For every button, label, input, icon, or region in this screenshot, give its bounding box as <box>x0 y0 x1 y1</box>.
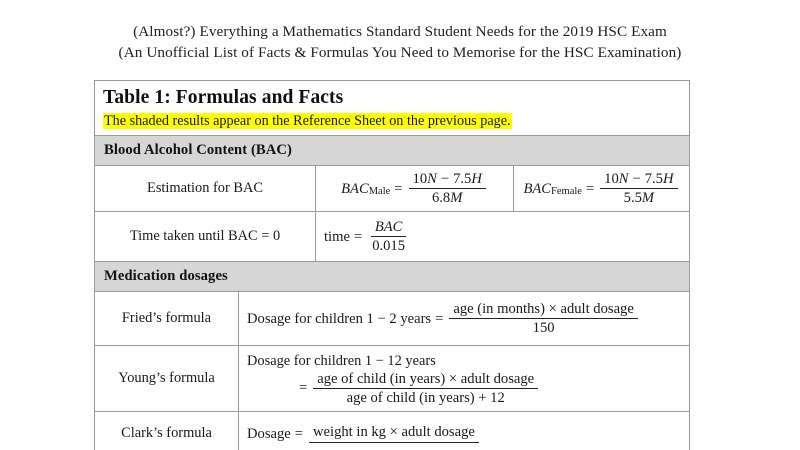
youngs-denominator: age of child (in years) + 12 <box>346 389 505 406</box>
math-bac-female <box>523 171 679 207</box>
row-label-youngs-formula: Young’s formula <box>95 346 239 411</box>
table-subtitle-wrap <box>103 112 681 130</box>
row-label-frieds-formula: Fried’s formula <box>95 292 239 345</box>
table-title-block <box>95 81 689 135</box>
math-clarks <box>247 424 481 443</box>
table-row-estimation-bac <box>95 166 689 212</box>
heading-line-2: (An Unofficial List of Facts & Formulas You Need to Memorise for the HSC Examination) <box>118 43 682 61</box>
frieds-numerator: age (in months) × adult dosage <box>449 301 637 319</box>
row-label-estimation-bac: Estimation for BAC <box>95 166 316 211</box>
document-heading <box>0 22 800 64</box>
bac-male-denominator <box>428 189 466 206</box>
section-header-medication-row <box>95 262 689 292</box>
bac-female-num-b: 7.5 <box>644 171 663 188</box>
row-label-clarks-formula: Clark’s formula <box>95 412 239 450</box>
section-header-medication: Medication dosages <box>95 262 689 291</box>
clarks-equals: = <box>294 425 304 442</box>
bac-male-numerator <box>409 171 486 189</box>
table-row-time-until-bac-zero <box>95 212 689 262</box>
section-header-bac-row <box>95 136 689 166</box>
bac-male-num-var-b: H <box>471 171 482 188</box>
bac-male-den-num: 6.8 <box>431 190 451 207</box>
math-frieds <box>247 301 640 337</box>
formula-frieds <box>239 292 689 345</box>
frieds-fraction <box>449 301 637 337</box>
frieds-denominator: 150 <box>532 320 555 337</box>
clarks-fraction <box>309 424 479 443</box>
bac-female-denominator <box>620 189 658 206</box>
table-row-youngs-formula <box>95 346 689 412</box>
formula-clarks <box>239 412 689 450</box>
clarks-lhs: Dosage <box>247 425 291 442</box>
row-label-time-bac: Time taken until BAC = 0 <box>95 212 316 261</box>
youngs-numerator: age of child (in years) × adult dosage <box>313 371 538 389</box>
bac-female-equals: = <box>585 180 595 197</box>
math-bac-male <box>341 171 488 207</box>
table-row-clarks-formula <box>95 412 689 450</box>
bac-female-numerator <box>600 171 677 189</box>
formulas-table <box>94 80 690 450</box>
time-lhs: time <box>324 228 350 245</box>
table-subtitle: The shaded results appear on the Reference Sheet on the previous page. <box>104 113 511 130</box>
time-denominator: 0.015 <box>372 238 406 255</box>
bac-male-num-var-a: N <box>427 171 437 188</box>
table-title-row <box>95 81 689 136</box>
table-title: Table 1: Formulas and Facts <box>103 87 344 108</box>
bac-male-subscript: Male <box>368 185 391 197</box>
bac-male-num-a: 10 <box>412 171 428 188</box>
time-fraction <box>368 219 409 255</box>
time-equals: = <box>353 228 363 245</box>
bac-male-den-var: M <box>450 190 463 207</box>
formula-bac-female <box>514 166 689 211</box>
bac-female-fraction <box>600 171 677 207</box>
formula-youngs <box>239 346 689 411</box>
bac-female-subscript: Female <box>551 185 582 197</box>
clarks-denominator <box>390 443 398 444</box>
bac-female-num-var-b: H <box>662 171 674 188</box>
youngs-fraction <box>313 371 538 407</box>
bac-female-den-var: M <box>641 190 655 207</box>
math-time-bac <box>324 219 411 255</box>
bac-female-num-a: 10 <box>604 171 619 188</box>
youngs-equals: = <box>299 380 308 397</box>
section-header-bac: Blood Alcohol Content (BAC) <box>95 136 689 165</box>
bac-female-lhs: BAC <box>523 180 552 197</box>
bac-male-lhs: BAC <box>341 180 369 197</box>
frieds-lhs: Dosage for children 1 − 2 years <box>247 310 432 327</box>
heading-line-1: (Almost?) Everything a Mathematics Standard Student Needs for the 2019 HSC Exam <box>133 23 667 40</box>
frieds-equals: = <box>435 310 444 327</box>
formula-bac-male <box>316 166 514 211</box>
clarks-numerator: weight in kg × adult dosage <box>309 424 479 442</box>
table-row-frieds-formula <box>95 292 689 346</box>
math-youngs <box>247 352 681 407</box>
bac-male-num-op: − <box>440 171 450 188</box>
youngs-line1: Dosage for children 1 − 12 years <box>247 352 436 369</box>
bac-female-num-var-a: N <box>618 171 629 188</box>
youngs-line2 <box>247 371 540 407</box>
bac-female-num-op: − <box>632 171 641 188</box>
time-numerator: BAC <box>371 219 407 237</box>
bac-male-num-b: 7.5 <box>453 171 472 188</box>
bac-female-den-num: 5.5 <box>623 190 642 207</box>
formula-time-bac <box>316 212 689 261</box>
bac-male-equals: = <box>394 180 403 197</box>
bac-male-fraction <box>409 171 486 207</box>
